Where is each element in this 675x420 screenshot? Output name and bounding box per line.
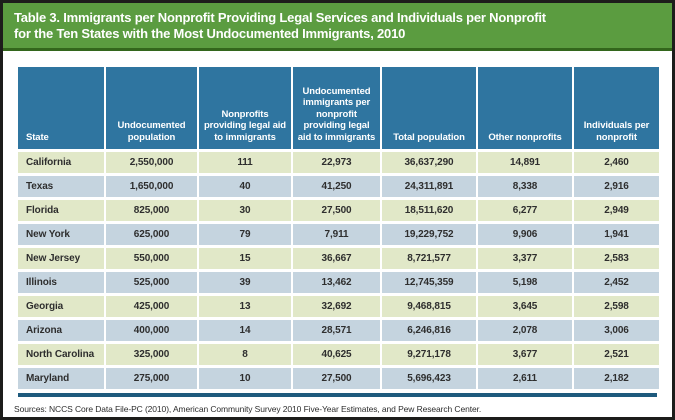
value-cell: 1,941 [574, 224, 659, 245]
state-cell: North Carolina [18, 344, 104, 365]
value-cell: 3,677 [478, 344, 572, 365]
value-cell: 36,637,290 [382, 152, 476, 173]
value-cell: 9,468,815 [382, 296, 476, 317]
value-cell: 32,692 [293, 296, 380, 317]
value-cell: 41,250 [293, 176, 380, 197]
value-cell: 9,906 [478, 224, 572, 245]
value-cell: 2,078 [478, 320, 572, 341]
table-row [18, 152, 659, 173]
table-body [18, 152, 659, 389]
table-row [18, 344, 659, 365]
value-cell: 22,973 [293, 152, 380, 173]
value-cell: 111 [199, 152, 291, 173]
column-header: Other nonprofits [478, 67, 572, 149]
table-row [18, 176, 659, 197]
value-cell: 36,667 [293, 248, 380, 269]
value-cell: 2,460 [574, 152, 659, 173]
state-cell: New York [18, 224, 104, 245]
value-cell: 325,000 [106, 344, 197, 365]
value-cell: 8,338 [478, 176, 572, 197]
table-row [18, 272, 659, 293]
value-cell: 525,000 [106, 272, 197, 293]
value-cell: 400,000 [106, 320, 197, 341]
table-row [18, 368, 659, 389]
value-cell: 2,611 [478, 368, 572, 389]
table-bottom-rule [18, 393, 657, 397]
state-cell: Maryland [18, 368, 104, 389]
table-title-line2: for the Ten States with the Most Undocumented Immigrants, 2010 [14, 26, 406, 41]
state-cell: Georgia [18, 296, 104, 317]
value-cell: 40,625 [293, 344, 380, 365]
value-cell: 2,583 [574, 248, 659, 269]
value-cell: 5,198 [478, 272, 572, 293]
value-cell: 425,000 [106, 296, 197, 317]
value-cell: 8 [199, 344, 291, 365]
state-cell: Florida [18, 200, 104, 221]
value-cell: 18,511,620 [382, 200, 476, 221]
value-cell: 14 [199, 320, 291, 341]
value-cell: 10 [199, 368, 291, 389]
value-cell: 9,271,178 [382, 344, 476, 365]
data-table [16, 64, 661, 392]
value-cell: 27,500 [293, 368, 380, 389]
state-cell: Texas [18, 176, 104, 197]
value-cell: 3,377 [478, 248, 572, 269]
value-cell: 40 [199, 176, 291, 197]
column-header: State [18, 67, 104, 149]
state-cell: New Jersey [18, 248, 104, 269]
value-cell: 2,949 [574, 200, 659, 221]
column-header: Total population [382, 67, 476, 149]
state-cell: Illinois [18, 272, 104, 293]
value-cell: 5,696,423 [382, 368, 476, 389]
value-cell: 24,311,891 [382, 176, 476, 197]
value-cell: 825,000 [106, 200, 197, 221]
table-title-line1: Table 3. Immigrants per Nonprofit Providing Legal Services and Individuals per Nonprofit [14, 10, 546, 25]
value-cell: 13 [199, 296, 291, 317]
table-area [3, 51, 672, 392]
value-cell: 2,916 [574, 176, 659, 197]
table-row [18, 320, 659, 341]
value-cell: 550,000 [106, 248, 197, 269]
value-cell: 19,229,752 [382, 224, 476, 245]
value-cell: 13,462 [293, 272, 380, 293]
value-cell: 3,645 [478, 296, 572, 317]
value-cell: 1,650,000 [106, 176, 197, 197]
table-title-bar [3, 3, 672, 51]
value-cell: 2,452 [574, 272, 659, 293]
value-cell: 15 [199, 248, 291, 269]
table-row [18, 224, 659, 245]
column-header: Individuals per nonprofit [574, 67, 659, 149]
value-cell: 12,745,359 [382, 272, 476, 293]
column-header: Undocumented immigrants per nonprofit providing legal aid to immigrants [293, 67, 380, 149]
sources-note: Sources: NCCS Core Data File-PC (2010), American Community Survey 2010 Five-Year Estimates, and Pew Research Center. [14, 404, 482, 414]
value-cell: 2,182 [574, 368, 659, 389]
column-header: Undocumented population [106, 67, 197, 149]
table-row [18, 296, 659, 317]
value-cell: 39 [199, 272, 291, 293]
value-cell: 625,000 [106, 224, 197, 245]
state-cell: California [18, 152, 104, 173]
value-cell: 275,000 [106, 368, 197, 389]
table-row [18, 248, 659, 269]
value-cell: 2,598 [574, 296, 659, 317]
value-cell: 79 [199, 224, 291, 245]
value-cell: 28,571 [293, 320, 380, 341]
value-cell: 7,911 [293, 224, 380, 245]
value-cell: 14,891 [478, 152, 572, 173]
value-cell: 8,721,577 [382, 248, 476, 269]
value-cell: 6,277 [478, 200, 572, 221]
value-cell: 2,521 [574, 344, 659, 365]
value-cell: 3,006 [574, 320, 659, 341]
value-cell: 2,550,000 [106, 152, 197, 173]
state-cell: Arizona [18, 320, 104, 341]
column-header: Nonprofits providing legal aid to immigrants [199, 67, 291, 149]
value-cell: 30 [199, 200, 291, 221]
value-cell: 6,246,816 [382, 320, 476, 341]
value-cell: 27,500 [293, 200, 380, 221]
table-row [18, 200, 659, 221]
header-row [18, 67, 659, 149]
